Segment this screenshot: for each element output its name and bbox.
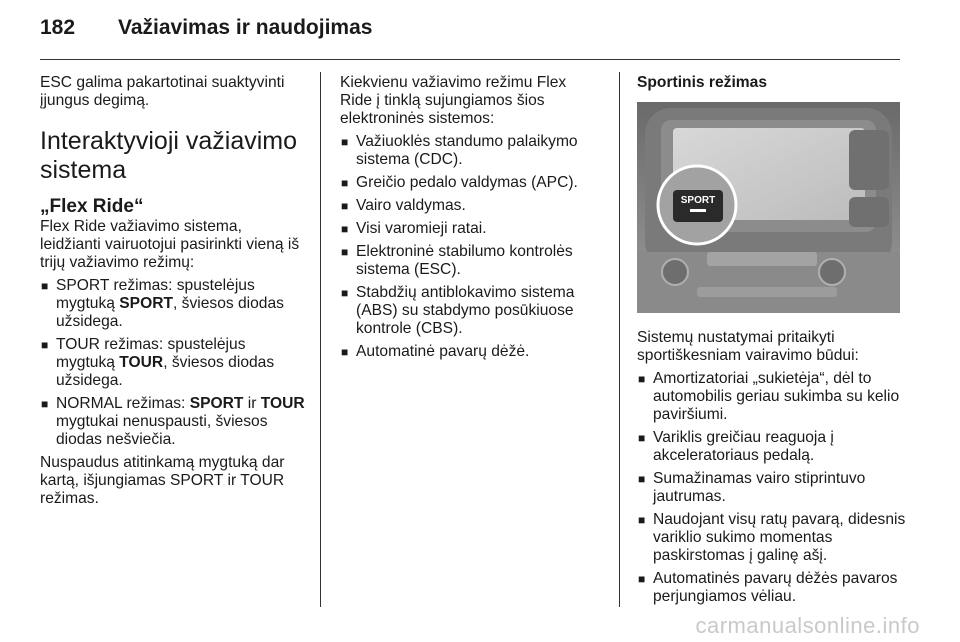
list-text: , šviesos diodas užsidega. bbox=[56, 295, 284, 330]
column-divider-1 bbox=[320, 72, 321, 607]
section-heading: Interaktyvioji važiavimo sistema bbox=[40, 127, 298, 184]
list-text: TOUR režimas: spustelėjus mygtuką bbox=[56, 336, 246, 371]
sport-button-label: SPORT bbox=[680, 195, 716, 206]
button-name: SPORT bbox=[189, 395, 244, 412]
mode-list bbox=[40, 277, 306, 449]
flex-ride-paragraph: Flex Ride važiavimo sistema, leidžianti vairuotojui pasirinkti vieną iš trijų važiavimo režimų: bbox=[40, 218, 300, 271]
systems-intro-paragraph: Kiekvienu važiavimo režimu Flex Ride į tinklą sujungiamos šios elektroninės sistemos: bbox=[340, 74, 567, 127]
list-item: ■ Amortizatoriai „sukietėja“, dėl to automobilis geriau sukimba su kelio paviršiumi. bbox=[637, 370, 907, 424]
page-number: 182 bbox=[40, 16, 76, 39]
button-name: TOUR bbox=[260, 395, 305, 412]
list-item: ■ Naudojant visų ratų pavarą, didesnis variklio sukimo momentas paskirstomas į galinę ašį. bbox=[637, 511, 907, 565]
sport-intro-paragraph: Sistemų nustatymai pritaikyti sportiškesniam vairavimo būdui: bbox=[637, 329, 859, 364]
list-text: , šviesos diodas užsidega. bbox=[56, 354, 275, 389]
button-name: SPORT bbox=[119, 295, 173, 312]
list-item: ■ Stabdžių antiblokavimo sistema (ABS) su stabdymo posūkiuose kontrole (CBS). bbox=[340, 284, 602, 338]
list-item-sport bbox=[40, 277, 306, 331]
systems-list bbox=[340, 133, 602, 361]
list-item: ■ Automatinės pavarų dėžės pavaros perjungiamos vėliau. bbox=[637, 570, 907, 606]
list-item: ■ Automatinė pavarų dėžė. bbox=[340, 343, 602, 361]
list-item: ■ Variklis greičiau reaguoja į akceleratoriaus pedalą. bbox=[637, 429, 907, 465]
sport-mode-heading: Sportinis režimas bbox=[637, 74, 767, 91]
column-divider-2 bbox=[619, 72, 620, 607]
list-text: ir bbox=[243, 395, 261, 412]
page-header-title: Važiavimas ir naudojimas bbox=[118, 16, 373, 39]
esc-intro-paragraph: ESC galima pakartotinai suaktyvinti įjungus degimą. bbox=[40, 74, 285, 109]
column-3 bbox=[637, 74, 907, 606]
list-item: ■ Vairo valdymas. bbox=[340, 197, 602, 215]
watermark: carmanualsonline.info bbox=[695, 613, 920, 638]
list-text: mygtukai nenuspausti, šviesos diodas nešviečia. bbox=[56, 413, 268, 448]
list-item: ■ Elektroninė stabilumo kontrolės sistema (ESC). bbox=[340, 243, 602, 279]
sport-effects-list bbox=[637, 370, 907, 606]
list-text: SPORT režimas: spustelėjus mygtuką bbox=[56, 277, 255, 312]
list-item: ■ Važiuoklės standumo palaikymo sistema (CDC). bbox=[340, 133, 602, 169]
list-text: NORMAL režimas: bbox=[56, 395, 190, 412]
list-item-normal bbox=[40, 395, 306, 449]
list-item: ■ Greičio pedalo valdymas (APC). bbox=[340, 174, 602, 192]
header-rule bbox=[40, 59, 900, 60]
list-item: ■ Sumažinamas vairo stiprintuvo jautrumas. bbox=[637, 470, 907, 506]
closing-paragraph: Nuspaudus atitinkamą mygtuką dar kartą, išjungiamas SPORT ir TOUR režimas. bbox=[40, 454, 285, 507]
column-2 bbox=[340, 74, 602, 361]
button-name: TOUR bbox=[119, 354, 164, 371]
section-subheading: „Flex Ride“ bbox=[40, 196, 144, 217]
list-item-tour bbox=[40, 336, 306, 390]
list-item: ■ Visi varomieji ratai. bbox=[340, 220, 602, 238]
sport-button-photo bbox=[637, 102, 900, 313]
column-1 bbox=[40, 74, 306, 508]
